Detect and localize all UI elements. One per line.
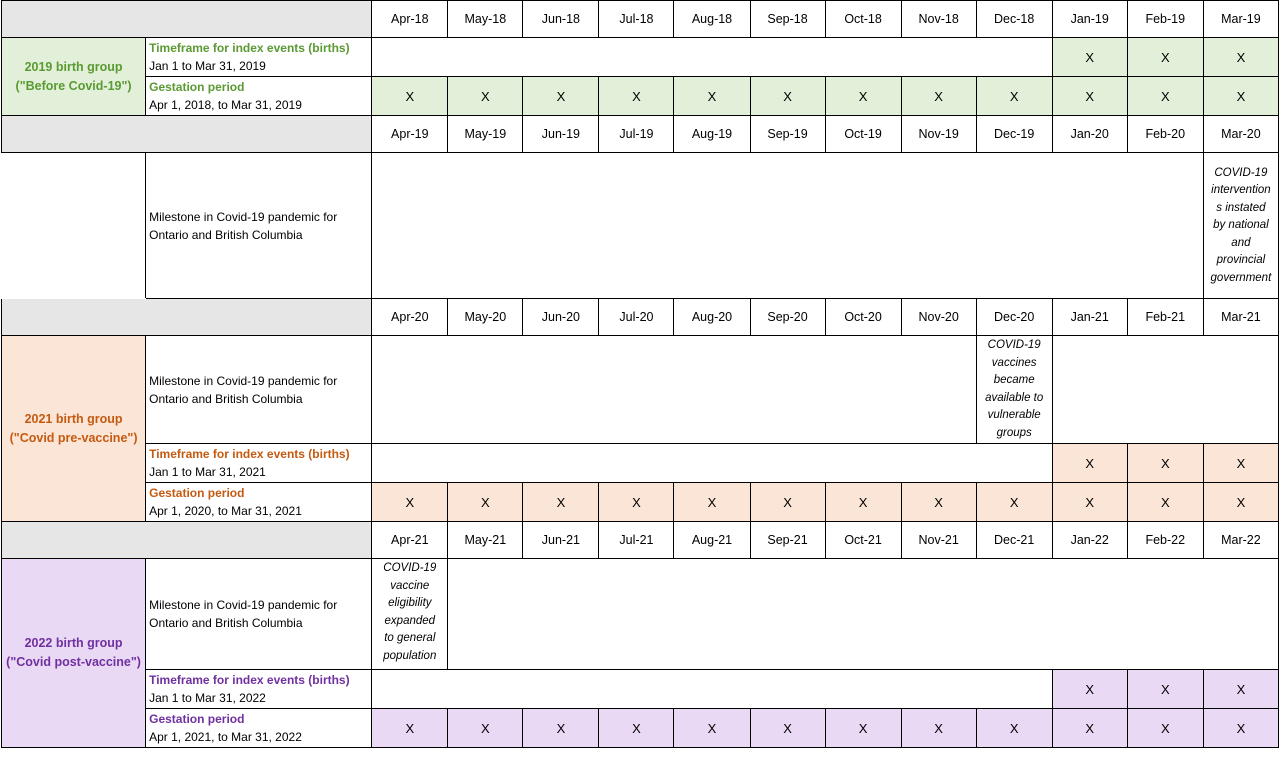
month-header-row <box>2 1 1279 38</box>
month-header: Jan-21 <box>1052 299 1127 336</box>
gestation-mark: X <box>1127 483 1203 522</box>
month-header: Oct-18 <box>825 1 901 38</box>
milestone-label-line: Milestone in Covid-19 pandemic for <box>149 373 338 388</box>
month-header: Jun-18 <box>523 1 599 38</box>
birth-group-name: 2022 birth group <box>24 636 123 650</box>
milestone-note-line: expanded <box>384 614 436 627</box>
timeframe-title: Timeframe for index events (births) <box>149 447 350 461</box>
month-header: May-20 <box>448 299 523 336</box>
month-header: Mar-22 <box>1203 522 1278 559</box>
gestation-mark: X <box>599 483 674 522</box>
gestation-mark: X <box>674 709 750 748</box>
timeframe-range: Jan 1 to Mar 31, 2021 <box>149 465 266 479</box>
index-event-mark: X <box>1127 670 1203 709</box>
month-header: Oct-20 <box>825 299 901 336</box>
gestation-range: Apr 1, 2020, to Mar 31, 2021 <box>149 504 302 518</box>
gestation-mark: X <box>976 709 1052 748</box>
gestation-mark: X <box>901 77 976 116</box>
month-header: Apr-21 <box>372 522 448 559</box>
gestation-title: Gestation period <box>149 80 245 94</box>
month-header: Dec-20 <box>976 299 1052 336</box>
milestone-label-line: Ontario and British Columbia <box>149 616 303 630</box>
month-header: Mar-21 <box>1203 299 1278 336</box>
month-header: Feb-19 <box>1127 1 1203 38</box>
month-header: Dec-18 <box>976 1 1052 38</box>
month-header: May-21 <box>448 522 523 559</box>
milestone-note-line: provincial <box>1216 254 1266 267</box>
gestation-title: Gestation period <box>149 486 245 500</box>
milestone-row <box>2 559 1279 670</box>
month-header: Nov-21 <box>901 522 976 559</box>
gestation-mark: X <box>825 77 901 116</box>
gestation-label <box>146 77 372 116</box>
month-header: Aug-20 <box>674 299 750 336</box>
gestation-mark: X <box>1052 483 1127 522</box>
timeframe-row <box>2 444 1279 483</box>
month-header: Jul-19 <box>599 116 674 153</box>
milestone-label-line: Ontario and British Columbia <box>149 391 303 406</box>
milestone-note-line: COVID-19 <box>987 339 1041 351</box>
month-header: Nov-18 <box>901 1 976 38</box>
gestation-mark: X <box>674 483 750 522</box>
milestone-note <box>1203 153 1278 299</box>
gestation-mark: X <box>750 483 825 522</box>
gestation-mark: X <box>599 77 674 116</box>
month-header: Jun-20 <box>523 299 599 336</box>
birth-group-subtitle: ("Covid pre-vaccine") <box>9 430 138 445</box>
timeframe-empty <box>372 670 1052 709</box>
gestation-range: Apr 1, 2021, to Mar 31, 2022 <box>149 730 302 744</box>
month-header: Aug-19 <box>674 116 750 153</box>
gestation-row <box>2 77 1279 116</box>
timeframe-row <box>2 670 1279 709</box>
month-header: Sep-18 <box>750 1 825 38</box>
milestone-label <box>146 336 372 444</box>
index-event-mark: X <box>1127 444 1203 483</box>
milestone-note-line: s instated <box>1216 201 1266 214</box>
month-header: Feb-21 <box>1127 299 1203 336</box>
milestone-note-line: to general <box>384 632 436 644</box>
milestone-note-line: and <box>1231 236 1251 249</box>
milestone-empty <box>1052 336 1278 444</box>
milestone-label <box>146 153 372 299</box>
gestation-mark: X <box>448 77 523 116</box>
month-header: Jul-20 <box>599 299 674 336</box>
timeframe-range: Jan 1 to Mar 31, 2022 <box>149 691 266 705</box>
month-header: Nov-20 <box>901 299 976 336</box>
index-event-mark: X <box>1203 38 1278 77</box>
month-header: Jan-19 <box>1052 1 1127 38</box>
gestation-label <box>146 483 372 522</box>
milestone-empty <box>372 336 976 444</box>
milestone-label-line: Ontario and British Columbia <box>149 227 303 242</box>
header-spacer <box>2 1 372 38</box>
birth-group-label <box>2 38 146 116</box>
index-event-mark: X <box>1203 444 1278 483</box>
gestation-mark: X <box>523 483 599 522</box>
gestation-mark: X <box>523 77 599 116</box>
gestation-mark: X <box>1203 483 1278 522</box>
month-header: Aug-18 <box>674 1 750 38</box>
birth-group-name: 2021 birth group <box>24 411 123 426</box>
timeframe-label <box>146 670 372 709</box>
gestation-mark: X <box>448 483 523 522</box>
month-header: Sep-21 <box>750 522 825 559</box>
timeframe-title: Timeframe for index events (births) <box>149 673 350 687</box>
milestone-note-line: available to <box>985 391 1044 404</box>
gestation-row <box>2 709 1279 748</box>
milestone-empty <box>372 153 1204 299</box>
index-event-mark: X <box>1203 670 1278 709</box>
index-event-mark: X <box>1127 38 1203 77</box>
timeframe-label <box>146 444 372 483</box>
month-header: Nov-19 <box>901 116 976 153</box>
gestation-mark: X <box>1052 709 1127 748</box>
month-header: Mar-20 <box>1203 116 1278 153</box>
month-header-row <box>2 522 1279 559</box>
index-event-mark: X <box>1052 38 1127 77</box>
month-header-row <box>2 116 1279 153</box>
milestone-note-line: vaccines <box>991 356 1037 369</box>
month-header: Sep-19 <box>750 116 825 153</box>
month-header: Jan-22 <box>1052 522 1127 559</box>
gestation-mark: X <box>523 709 599 748</box>
gestation-mark: X <box>448 709 523 748</box>
milestone-label-line: Milestone in Covid-19 pandemic for <box>149 598 338 612</box>
month-header: Oct-21 <box>825 522 901 559</box>
month-header: Sep-20 <box>750 299 825 336</box>
timeframe-label <box>146 38 372 77</box>
gestation-label <box>146 709 372 748</box>
month-header: Jun-21 <box>523 522 599 559</box>
blank-cell <box>2 153 146 299</box>
header-spacer <box>2 522 372 559</box>
timeframe-empty <box>372 38 1052 77</box>
month-header-row <box>2 299 1279 336</box>
month-header: Jul-18 <box>599 1 674 38</box>
birth-group-label <box>2 559 146 748</box>
gestation-mark: X <box>976 77 1052 116</box>
milestone-row <box>2 153 1279 299</box>
milestone-row <box>2 336 1279 444</box>
milestone-note-line: government <box>1210 271 1272 284</box>
gestation-mark: X <box>976 483 1052 522</box>
milestone-label <box>146 559 372 670</box>
milestone-note-line: population <box>383 649 437 662</box>
milestone-note-line: vaccine <box>390 579 430 592</box>
gestation-mark: X <box>901 483 976 522</box>
milestone-note <box>976 336 1052 444</box>
milestone-note <box>372 559 448 670</box>
gestation-title: Gestation period <box>149 712 245 726</box>
month-header: Mar-19 <box>1203 1 1278 38</box>
gestation-row <box>2 483 1279 522</box>
gestation-mark: X <box>599 709 674 748</box>
gestation-mark: X <box>901 709 976 748</box>
month-header: Feb-20 <box>1127 116 1203 153</box>
birth-group-name: 2019 birth group <box>24 59 123 74</box>
milestone-note-line: intervention <box>1211 184 1271 197</box>
month-header: May-19 <box>448 116 523 153</box>
month-header: Jan-20 <box>1052 116 1127 153</box>
index-event-mark: X <box>1052 670 1127 709</box>
gestation-mark: X <box>372 483 448 522</box>
month-header: Apr-18 <box>372 1 448 38</box>
milestone-note-line: became <box>993 374 1035 386</box>
index-event-mark: X <box>1052 444 1127 483</box>
gestation-mark: X <box>372 77 448 116</box>
timeframe-row <box>2 38 1279 77</box>
birth-group-subtitle: ("Before Covid-19") <box>15 78 132 93</box>
gestation-range: Apr 1, 2018, to Mar 31, 2019 <box>149 98 302 112</box>
gestation-mark: X <box>372 709 448 748</box>
birth-group-subtitle: ("Covid post-vaccine") <box>6 655 141 669</box>
gestation-mark: X <box>1127 77 1203 116</box>
gestation-mark: X <box>1203 709 1278 748</box>
gestation-mark: X <box>825 483 901 522</box>
milestone-note-line: vulnerable <box>987 409 1041 421</box>
gestation-mark: X <box>750 709 825 748</box>
birth-group-label <box>2 336 146 522</box>
milestone-note-line: by national <box>1213 219 1269 232</box>
month-header: Dec-19 <box>976 116 1052 153</box>
gestation-mark: X <box>1052 77 1127 116</box>
milestone-empty <box>448 559 1279 670</box>
gestation-mark: X <box>1127 709 1203 748</box>
gestation-mark: X <box>750 77 825 116</box>
month-header: May-18 <box>448 1 523 38</box>
month-header: Feb-22 <box>1127 522 1203 559</box>
header-spacer <box>2 116 372 153</box>
month-header: Apr-19 <box>372 116 448 153</box>
milestone-note-line: COVID-19 <box>383 562 437 574</box>
timeframe-range: Jan 1 to Mar 31, 2019 <box>149 59 266 73</box>
month-header: Oct-19 <box>825 116 901 153</box>
study-timeline-table <box>1 0 1279 748</box>
header-spacer <box>2 299 372 336</box>
gestation-mark: X <box>1203 77 1278 116</box>
milestone-note-line: eligibility <box>388 597 432 609</box>
milestone-note-line: COVID-19 <box>1214 166 1268 179</box>
month-header: Apr-20 <box>372 299 448 336</box>
gestation-mark: X <box>825 709 901 748</box>
month-header: Dec-21 <box>976 522 1052 559</box>
month-header: Jun-19 <box>523 116 599 153</box>
gestation-mark: X <box>674 77 750 116</box>
month-header: Aug-21 <box>674 522 750 559</box>
milestone-label-line: Milestone in Covid-19 pandemic for <box>149 209 338 224</box>
timeframe-empty <box>372 444 1052 483</box>
month-header: Jul-21 <box>599 522 674 559</box>
milestone-note-line: groups <box>996 426 1032 439</box>
timeframe-title: Timeframe for index events (births) <box>149 41 350 55</box>
